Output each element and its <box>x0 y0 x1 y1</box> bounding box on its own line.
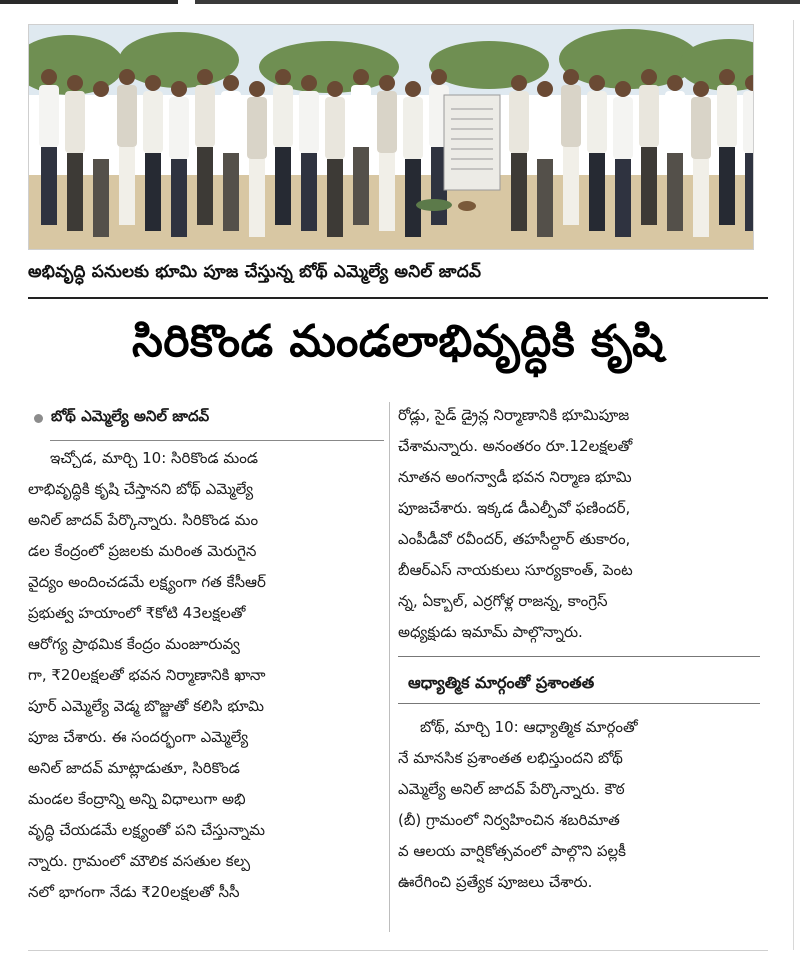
top-rule <box>0 0 800 6</box>
coconut <box>458 201 476 211</box>
person-figure <box>587 75 607 231</box>
person-figure <box>39 69 59 225</box>
column-divider <box>389 402 390 932</box>
person-figure <box>247 81 267 237</box>
article-line: రోడ్లు, సైడ్ డ్రైన్ల నిర్మాణానికి భూమిపూజ <box>398 406 630 424</box>
sub-article-top-rule <box>398 656 760 657</box>
foundation-stone <box>444 95 500 190</box>
byline-rule <box>50 440 384 441</box>
person-figure <box>561 69 581 225</box>
puja-items <box>416 199 452 211</box>
sub-article-body <box>398 712 760 898</box>
article-line: అధ్యక్షుడు ఇమామ్ పాల్గొన్నారు. <box>398 623 583 641</box>
article-line: ఊరేగించి ప్రత్యేక పూజలు చేశారు. <box>398 873 593 891</box>
article-left-column <box>28 400 384 908</box>
photo-caption <box>28 254 768 294</box>
person-figure <box>639 69 659 225</box>
person-figure <box>509 75 529 231</box>
person-figure <box>221 75 241 231</box>
main-headline: సిరికొండ మండలాభివృద్ధికి కృషి <box>132 316 664 367</box>
person-figure <box>143 75 163 231</box>
sub-article-bottom-rule <box>398 703 760 704</box>
person-figure <box>65 75 85 231</box>
person-figure <box>535 81 555 237</box>
sub-article <box>398 656 760 898</box>
article-line: బోథ్, మార్చి 10: ఆధ్యాత్మిక మార్గంతో <box>420 718 638 736</box>
article-line: న్నారు. గ్రామంలో మౌలిక వసతుల కల్ప <box>28 852 251 870</box>
byline <box>28 400 384 436</box>
person-figure <box>717 69 737 225</box>
top-rule-left <box>0 0 178 4</box>
article-line: వైద్యం అందించడమే లక్ష్యంగా గత కేసీఆర్ <box>28 573 266 591</box>
page-edge-rule <box>793 20 794 950</box>
article-line: న్న, ఏక్బాల్, ఎర్రగోళ్ల రాజన్న, కాంగ్రెస్ <box>398 592 608 610</box>
article-line: పూజ చేశారు. ఈ సందర్భంగా ఎమ్మెల్యే <box>28 728 249 746</box>
caption-text: అభివృద్ధి పనులకు భూమి పూజ చేస్తున్న బోథ్ ఎమ్మెల్యే అనిల్ జాదవ్ <box>28 262 482 282</box>
article-line: (బీ) గ్రామంలో నిర్వహించిన శబరిమాత <box>398 811 620 829</box>
article-right-column <box>398 400 760 898</box>
article-body-right <box>398 400 760 648</box>
sub-article-headline: ఆధ్యాత్మిక మార్గంతో ప్రశాంతత <box>408 672 595 692</box>
article-line: లాభివృద్ధికి కృషి చేస్తానని బోథ్ ఎమ్మెల్యే <box>28 480 254 498</box>
article-line: బీఆర్ఎస్ నాయకులు సూర్యకాంత్, పెంట <box>398 561 633 579</box>
person-figure <box>665 75 685 231</box>
article-line: డల కేంద్రంలో ప్రజలకు మరింత మెరుగైన <box>28 542 257 560</box>
person-figure <box>273 69 293 225</box>
article-line: అనిల్ జాదవ్ మాట్లాడుతూ, సిరికొండ <box>28 759 240 777</box>
article-body-left <box>28 443 384 908</box>
article-line: ఆరోగ్య ప్రాథమిక కేంద్రం మంజూరువ్వ <box>28 635 240 653</box>
person-figure <box>403 81 423 237</box>
ceremony-photo-illustration <box>29 25 753 249</box>
top-rule-right <box>195 0 800 4</box>
person-figure <box>377 75 397 231</box>
caption-divider <box>28 297 768 299</box>
byline-text: బోథ్ ఎమ్మెల్యే అనిల్ జాదవ్ <box>51 407 210 425</box>
person-figure <box>169 81 189 237</box>
article-line: చేశామన్నారు. అనంతరం రూ.12లక్షలతో <box>398 437 633 455</box>
person-figure <box>325 81 345 237</box>
bottom-rule <box>28 950 768 951</box>
article-line: నలో భాగంగా నేడు ₹20లక్షలతో సీసీ <box>28 883 240 901</box>
person-figure <box>691 81 711 237</box>
person-figure <box>613 81 633 237</box>
article-line: పూర్ ఎమ్మెల్యే వెడ్మ బొజ్జుతో కలిసి భూమి <box>28 697 265 715</box>
bullet-icon <box>34 414 43 423</box>
article-line: మండల కేంద్రాన్ని అన్ని విధాలుగా అభి <box>28 790 246 808</box>
person-figure <box>117 69 137 225</box>
article-line: వ ఆలయ వార్షికోత్సవంలో పాల్గొని పల్లకీ <box>398 842 627 860</box>
article-line: అనిల్ జాదవ్ పేర్కొన్నారు. సిరికొండ మం <box>28 511 259 529</box>
article-line: గా, ₹20లక్షలతో భవన నిర్మాణానికి ఖానా <box>28 666 266 684</box>
news-photo <box>28 24 754 250</box>
article-line: ఎమ్మెల్యే అనిల్ జాదవ్ పేర్కొన్నారు. కౌఠ <box>398 780 625 798</box>
article-line: ఇచ్చోడ, మార్చి 10: సిరికొండ మండ <box>50 449 258 467</box>
article-line: నూతన అంగన్వాడీ భవన నిర్మాణ భూమి <box>398 468 632 486</box>
person-figure <box>195 69 215 225</box>
article-line: వృద్ధి చేయడమే లక్ష్యంతో పని చేస్తున్నామ <box>28 821 266 839</box>
article-line: ఎంపీడీవో రవీందర్, తహసీల్దార్ తుకారం, <box>398 530 631 548</box>
person-figure <box>351 69 371 225</box>
article-line: ప్రభుత్వ హయాంలో ₹కోటి 43లక్షలతో <box>28 604 246 622</box>
article-line: నే మానసిక ప్రశాంతత లభిస్తుందని బోథ్ <box>398 749 623 767</box>
article-line: పూజచేశారు. ఇక్కడ డీఎల్పీవో ఫణిందర్, <box>398 499 631 517</box>
person-figure <box>91 81 111 237</box>
person-figure <box>299 75 319 231</box>
